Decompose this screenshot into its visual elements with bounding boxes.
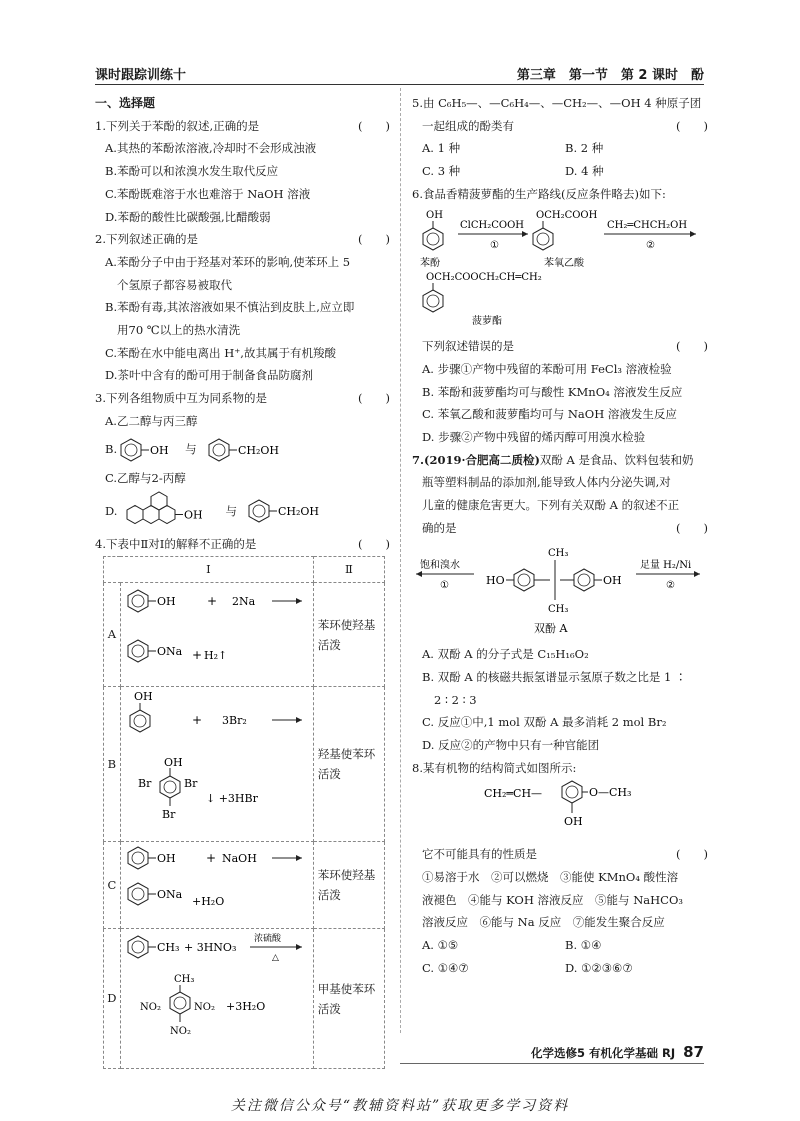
footer-rule: [400, 1063, 704, 1064]
svg-text:OH: OH: [426, 209, 443, 221]
q1-option-b: B.苯酚可以和浓溴水发生取代反应: [105, 164, 279, 179]
q8-option-d: D. ①②③⑥⑦: [565, 960, 633, 975]
svg-text:OH: OH: [603, 573, 622, 587]
svg-text:浓硫酸: 浓硫酸: [253, 933, 281, 944]
column-divider: [400, 88, 401, 1033]
svg-text:H₂↑: H₂↑: [203, 648, 227, 662]
q2-option-a-cont: 个氢原子都容易被取代: [117, 277, 232, 292]
svg-text:CH₃: CH₃: [173, 973, 195, 985]
svg-text:+: +: [191, 713, 202, 728]
table-row: D CH₃ + 3HNO₃ 浓硫酸 △ CH₃ NO₂ NO₂ NO₂ +3H₂O 甲基使苯环活泼: [104, 928, 385, 1069]
svg-text:OH: OH: [150, 443, 169, 457]
svg-text:CH₂OH: CH₂OH: [277, 505, 319, 519]
q8-properties: ①易溶于水 ②可以燃烧 ③能使 KMnO₄ 酸性溶: [422, 869, 679, 884]
svg-text:ONa: ONa: [156, 888, 182, 902]
q5-option-d: D. 4 种: [565, 164, 604, 179]
right-column: [412, 92, 708, 979]
svg-text:苯酚: 苯酚: [420, 257, 440, 269]
q4-table: [103, 556, 385, 1070]
q8-properties-cont: 液褪色 ④能与 KOH 溶液反应 ⑤能与 NaHCO₃: [422, 892, 683, 907]
q7-option-a: A. 双酚 A 的分子式是 C₁₅H₁₆O₂: [422, 647, 589, 662]
answer-paren: ( ): [358, 232, 390, 247]
q5-stem: 5.由 C₆H₅—、—C₆H₄—、—CH₂—、—OH 4 种原子团: [412, 96, 702, 110]
col-header-ii: Ⅱ: [313, 556, 384, 582]
svg-text:OH: OH: [156, 852, 176, 866]
svg-text:Br: Br: [137, 777, 152, 791]
question-2: [95, 228, 390, 387]
question-5: [412, 92, 708, 183]
svg-text:苯氧乙酸: 苯氧乙酸: [544, 257, 584, 269]
question-6: [412, 183, 708, 449]
table-row: C OH + NaOH ONa +H₂O 苯环使羟基活泼: [104, 842, 385, 929]
svg-text:Br: Br: [161, 808, 176, 822]
svg-text:双酚 A: 双酚 A: [534, 621, 568, 635]
q2-option-b: B.苯酚有毒,其浓溶液如果不慎沾到皮肤上,应立即: [105, 300, 355, 315]
svg-text:CH₃: CH₃: [548, 603, 569, 615]
q7-option-b-cont: 2 ∶ 2 ∶ 3: [434, 692, 477, 707]
svg-text:OH: OH: [133, 690, 153, 704]
q2-option-b-cont: 用70 ℃以上的热水清洗: [117, 323, 241, 338]
row-a-explanation: 苯环使羟基活泼: [313, 582, 384, 687]
q8-stem: 8.某有机物的结构简式如图所示:: [412, 760, 577, 775]
svg-text:3Br₂: 3Br₂: [221, 714, 247, 728]
svg-text:2Na: 2Na: [231, 594, 255, 608]
svg-text:CH₂OH: CH₂OH: [237, 443, 279, 457]
svg-text:O—CH₃: O—CH₃: [589, 786, 632, 800]
svg-text:↓ +3HBr: ↓ +3HBr: [205, 792, 258, 806]
svg-text:饱和溴水: 饱和溴水: [420, 559, 460, 571]
svg-text:NO₂: NO₂: [139, 1001, 161, 1013]
q1-stem: 1.下列关于苯酚的叙述,正确的是: [95, 118, 260, 133]
q8-option-b: B. ①④: [565, 937, 602, 952]
q4-stem: 4.下表中Ⅱ对Ⅰ的解释不正确的是: [95, 537, 257, 552]
q7-stem-cont: 确的是: [422, 520, 457, 535]
answer-paren: ( ): [676, 339, 708, 354]
row-d-explanation: 甲基使苯环活泼: [313, 928, 384, 1069]
q6-option-d: D. 步骤②产物中残留的烯丙醇可用溴水检验: [422, 430, 646, 445]
footer-book: 化学选修5 有机化学基础 RJ: [530, 1046, 676, 1060]
reaction-c: [122, 843, 312, 919]
q7-option-c: C. 反应①中,1 mol 双酚 A 最多消耗 2 mol Br₂: [422, 715, 667, 730]
svg-text:CH₃: CH₃: [548, 547, 569, 559]
svg-text:NO₂: NO₂: [193, 1001, 215, 1013]
q5-option-c: C. 3 种: [422, 164, 461, 179]
svg-text:①: ①: [440, 579, 449, 591]
q6-option-b: B. 苯酚和菠萝酯均可与酸性 KMnO₄ 溶液发生反应: [422, 384, 683, 399]
q1-option-d: D.苯酚的酸性比碳酸强,比醋酸弱: [105, 209, 271, 224]
benzyl-alcohol-structure: [245, 496, 335, 526]
svg-text:HO: HO: [486, 573, 505, 587]
q3-option-a: A.乙二醇与丙三醇: [105, 413, 198, 428]
svg-text:OH: OH: [163, 756, 183, 770]
header-left: 课时跟踪训练十: [95, 68, 187, 83]
promo-banner: 关注微信公众号“教辅资料站”获取更多学习资料: [230, 1098, 570, 1114]
q6-question: 下列叙述错误的是: [422, 339, 514, 354]
naphthol-fused-structure: [117, 490, 217, 532]
table-row: B OH + 3Br₂ OH Br Br Br ↓ +3HBr 羟基使苯环活泼: [104, 687, 385, 842]
answer-paren: ( ): [676, 520, 708, 535]
svg-text:OH: OH: [184, 508, 204, 522]
svg-text:OH: OH: [156, 594, 176, 608]
answer-paren: ( ): [358, 537, 390, 552]
q5-option-b: B. 2 种: [565, 141, 604, 156]
svg-text:+3H₂O: +3H₂O: [225, 999, 266, 1013]
q8-properties-cont: 溶液反应 ⑥能与 Na 反应 ⑦能发生聚合反应: [422, 915, 665, 930]
section-title: 一、选择题: [95, 96, 156, 110]
q1-option-c: C.苯酚既难溶于水也难溶于 NaOH 溶液: [105, 186, 311, 201]
q6-option-c: C. 苯氧乙酸和菠萝酯均可与 NaOH 溶液发生反应: [422, 407, 677, 422]
bisphenol-a-scheme: [412, 540, 708, 636]
q3-option-b: B. OH 与 CH₂OH: [95, 433, 390, 467]
q7-stem-cont: 儿童的健康危害更大。下列有关双酚 A 的叙述不正: [422, 498, 680, 513]
answer-paren: ( ): [358, 391, 390, 406]
svg-text:足量 H₂/Ni: 足量 H₂/Ni: [640, 559, 692, 571]
q2-option-a: A.苯酚分子中由于羟基对苯环的影响,使苯环上 5: [105, 254, 351, 269]
svg-text:菠萝酯: 菠萝酯: [472, 315, 502, 327]
q6-synthesis-scheme: [412, 206, 708, 328]
svg-text:NO₂: NO₂: [169, 1025, 191, 1037]
q7-option-d: D. 反应②的产物中只有一种官能团: [422, 738, 600, 753]
question-3: [95, 387, 390, 533]
q6-option-a: A. 步骤①产物中残留的苯酚可用 FeCl₃ 溶液检验: [422, 361, 672, 376]
answer-paren: ( ): [676, 118, 708, 133]
page-number: 87: [683, 1043, 704, 1061]
q5-stem-cont: 一起组成的酚类有: [422, 118, 514, 133]
svg-text:OCH₂COOH: OCH₂COOH: [536, 209, 598, 221]
q7-stem-cont: 瓶等塑料制品的添加剂,能导致人体内分泌失调,对: [422, 475, 671, 490]
svg-text:+: +: [191, 647, 202, 662]
svg-text:+: +: [206, 593, 217, 608]
answer-paren: ( ): [358, 118, 390, 133]
q8-option-c: C. ①④⑦: [422, 960, 469, 975]
svg-text:△: △: [271, 952, 279, 963]
row-a-equation: [120, 582, 313, 687]
svg-text:ONa: ONa: [156, 644, 182, 658]
q8-option-a: A. ①⑤: [422, 937, 459, 952]
q3-option-d: D. OH 与 CH₂OH: [95, 489, 390, 533]
q7-stem: 7.(2019·合肥高二质检)双酚 A 是食品、饮料包装和奶: [412, 452, 694, 467]
svg-text:ClCH₂COOH: ClCH₂COOH: [460, 219, 524, 231]
svg-text:②: ②: [646, 239, 655, 251]
row-c-explanation: 苯环使羟基活泼: [313, 842, 384, 929]
q7-source: 7.(2019·合肥高二质检): [412, 452, 540, 467]
q3-option-c: C.乙醇与2-丙醇: [105, 470, 186, 485]
svg-text:OCH₂COOCH₂CH═CH₂: OCH₂COOCH₂CH═CH₂: [426, 271, 542, 283]
q6-stem: 6.食品香精菠萝酯的生产路线(反应条件略去)如下:: [412, 186, 666, 201]
col-header-i: Ⅰ: [104, 556, 314, 582]
reaction-b: [122, 688, 312, 832]
row-b-equation: [120, 687, 313, 842]
left-column: [95, 92, 390, 1069]
svg-text:CH₂═CH—: CH₂═CH—: [484, 787, 543, 801]
svg-text:CH₂═CHCH₂OH: CH₂═CHCH₂OH: [607, 219, 688, 231]
question-4: [95, 533, 390, 1069]
svg-text:+ 3HNO₃: + 3HNO₃: [183, 940, 237, 954]
row-b-explanation: 羟基使苯环活泼: [313, 687, 384, 842]
svg-text:②: ②: [666, 579, 675, 591]
svg-text:OH: OH: [564, 815, 583, 829]
q1-option-a: A.其热的苯酚浓溶液,冷却时不会形成浊液: [105, 141, 317, 156]
svg-text:①: ①: [490, 239, 499, 251]
benzyl-alcohol-structure: [205, 435, 295, 465]
q5-option-a: A. 1 种: [422, 141, 461, 156]
q7-option-b: B. 双酚 A 的核磁共振氢谱显示氢原子数之比是 1 ∶: [422, 669, 687, 684]
header-rule: [95, 84, 704, 85]
phenol-structure: [117, 435, 177, 465]
q2-option-c: C.苯酚在水中能电离出 H⁺,故其属于有机羧酸: [105, 345, 336, 360]
reaction-a: [122, 584, 312, 678]
q2-option-d: D.茶叶中含有的酚可用于制备食品防腐剂: [105, 368, 313, 383]
question-8: [412, 757, 708, 980]
row-c-equation: [120, 842, 313, 929]
footer: [531, 1043, 704, 1061]
table-row: A OH + 2Na ONa + H₂↑ 苯环使羟基活泼: [104, 582, 385, 687]
question-7: [412, 449, 708, 757]
svg-text:+H₂O: +H₂O: [191, 895, 225, 909]
svg-text:NaOH: NaOH: [221, 852, 257, 866]
answer-paren: ( ): [676, 847, 708, 862]
q3-stem: 3.下列各组物质中互为同系物的是: [95, 391, 267, 406]
q2-stem: 2.下列叙述正确的是: [95, 232, 198, 247]
q8-question: 它不可能具有的性质是: [422, 847, 537, 862]
svg-text:+: +: [205, 851, 216, 866]
reaction-d: [122, 930, 312, 1060]
row-d-equation: [120, 928, 313, 1069]
question-1: [95, 115, 390, 229]
q8-structure: [412, 779, 708, 835]
svg-text:Br: Br: [183, 777, 198, 791]
header-right: 第三章 第一节 第 2 课时 酚: [516, 68, 704, 83]
svg-text:CH₃: CH₃: [156, 940, 180, 954]
